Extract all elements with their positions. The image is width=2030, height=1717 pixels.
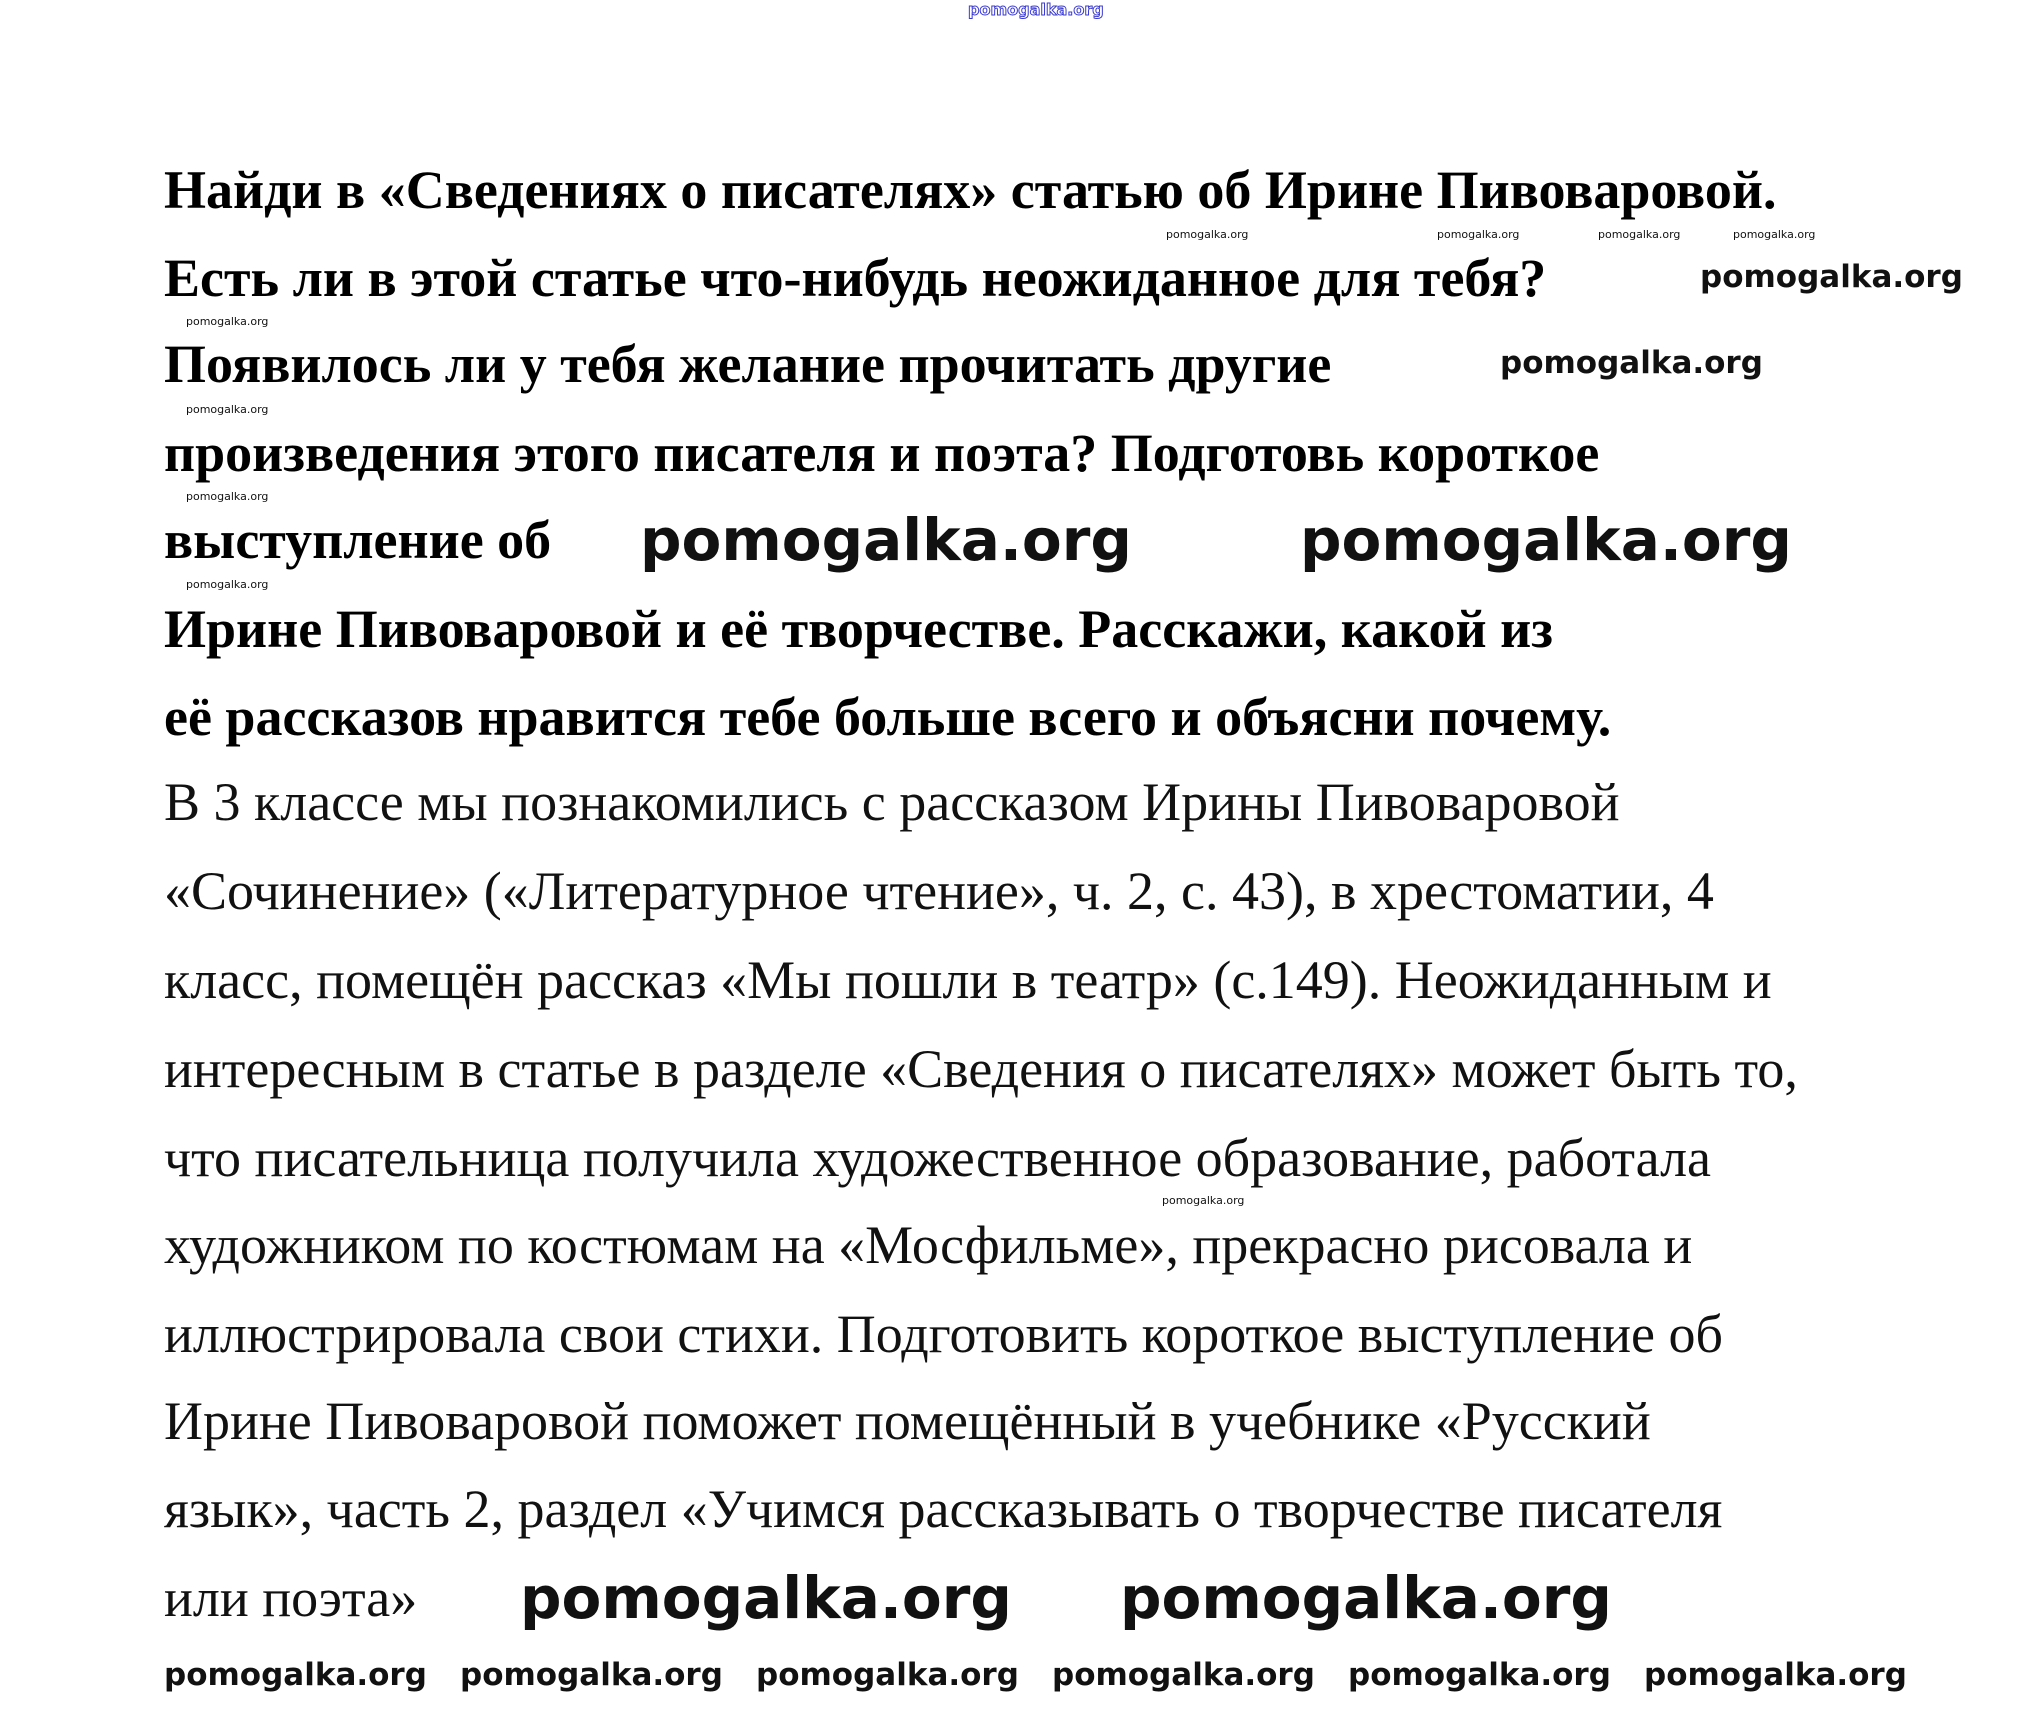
watermark: pomogalka.org	[186, 490, 269, 503]
answer-line: интересным в статье в разделе «Сведения о писателях» может быть то,	[164, 1039, 1798, 1099]
question-line: выступление об	[164, 510, 552, 570]
watermark: pomogalka.org	[1733, 228, 1816, 241]
answer-line: или поэта»	[164, 1568, 418, 1628]
question-line: Найди в «Сведениях о писателях» статью об Ирине Пивоваровой.	[164, 160, 1777, 220]
watermark: pomogalka.org	[460, 1657, 723, 1693]
watermark: pomogalka.org	[1348, 1657, 1611, 1693]
watermark: pomogalka.org	[1500, 345, 1763, 381]
watermark: pomogalka.org	[1300, 506, 1792, 574]
question-line: Ирине Пивоваровой и её творчестве. Расскажи, какой из	[164, 599, 1553, 659]
watermark: pomogalka.org	[1644, 1657, 1907, 1693]
question-line: произведения этого писателя и поэта? Подготовь короткое	[164, 423, 1600, 483]
question-line: её рассказов нравится тебе больше всего и объясни почему.	[164, 687, 1612, 747]
watermark: pomogalka.org	[1120, 1564, 1612, 1632]
watermark: pomogalka.org	[1437, 228, 1520, 241]
answer-line: художником по костюмам на «Мосфильме», прекрасно рисовала и	[164, 1215, 1693, 1275]
answer-line: В 3 классе мы познакомились с рассказом Ирины Пивоваровой	[164, 772, 1620, 832]
answer-line: что писательница получила художественное образование, работала	[164, 1128, 1711, 1188]
answer-line: Ирине Пивоваровой поможет помещённый в учебнике «Русский	[164, 1391, 1651, 1451]
answer-line: «Сочинение» («Литературное чтение», ч. 2, с. 43), в хрестоматии, 4	[164, 861, 1714, 921]
watermark: pomogalka.org	[1052, 1657, 1315, 1693]
watermark: pomogalka.org	[1700, 259, 1963, 295]
watermark: pomogalka.org	[520, 1564, 1012, 1632]
top-watermark: pomogalka.org	[968, 0, 1104, 19]
watermark: pomogalka.org	[640, 506, 1132, 574]
question-line: Появилось ли у тебя желание прочитать другие	[164, 334, 1332, 394]
watermark: pomogalka.org	[186, 403, 269, 416]
answer-line: язык», часть 2, раздел «Учимся рассказывать о творчестве писателя	[164, 1479, 1723, 1539]
watermark: pomogalka.org	[164, 1657, 427, 1693]
watermark: pomogalka.org	[1162, 1194, 1245, 1207]
watermark: pomogalka.org	[186, 578, 269, 591]
watermark: pomogalka.org	[1598, 228, 1681, 241]
answer-line: иллюстрировала свои стихи. Подготовить короткое выступление об	[164, 1304, 1723, 1364]
watermark: pomogalka.org	[186, 315, 269, 328]
question-line: Есть ли в этой статье что-нибудь неожиданное для тебя?	[164, 248, 1547, 308]
watermark: pomogalka.org	[1166, 228, 1249, 241]
answer-line: класс, помещён рассказ «Мы пошли в театр» (с.149). Неожиданным и	[164, 950, 1772, 1010]
watermark: pomogalka.org	[756, 1657, 1019, 1693]
